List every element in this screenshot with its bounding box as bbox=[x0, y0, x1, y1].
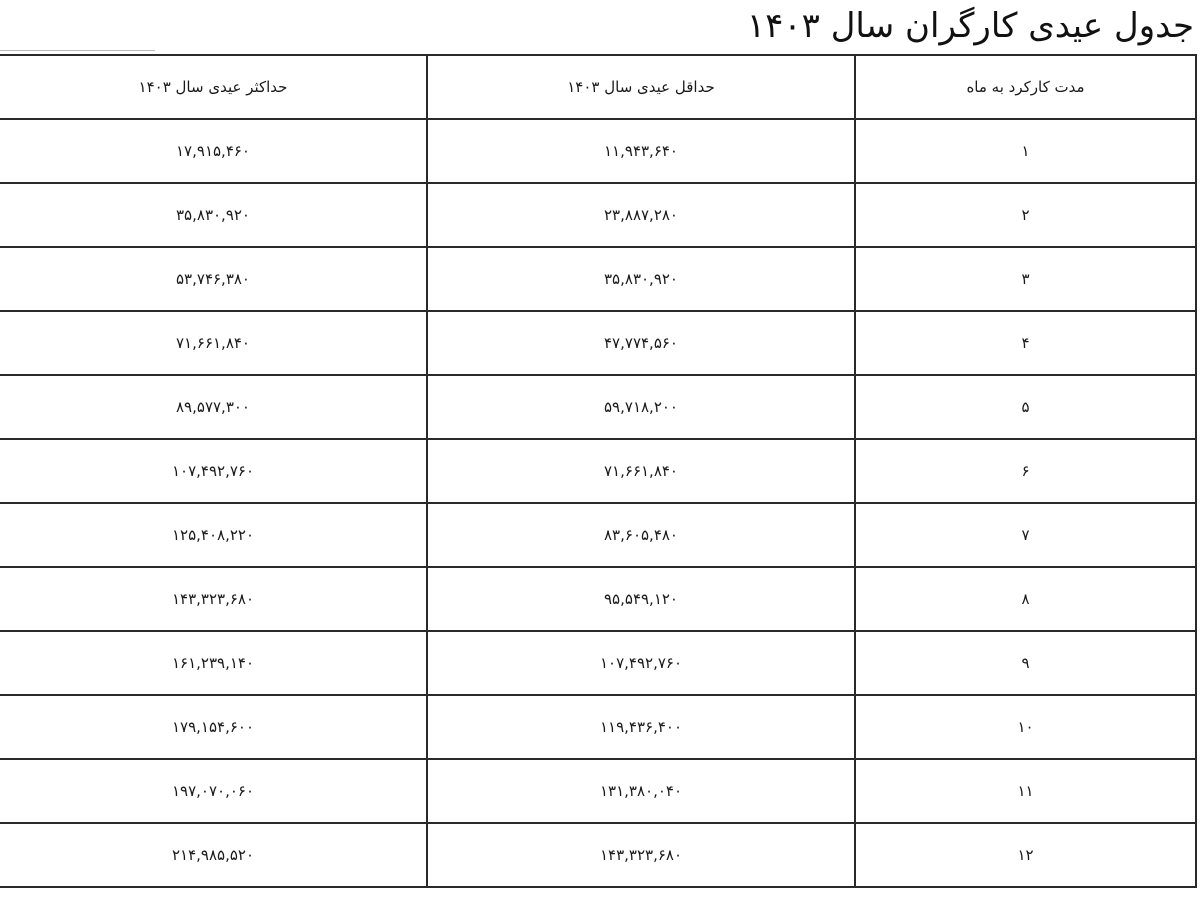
cell-max-bonus: ۱۷,۹۱۵,۴۶۰ bbox=[0, 119, 427, 183]
header-months-worked: مدت کارکرد به ماه bbox=[855, 55, 1196, 119]
table-row bbox=[0, 183, 1196, 247]
cell-min-bonus: ۸۳,۶۰۵,۴۸۰ bbox=[427, 503, 855, 567]
bonus-table bbox=[0, 54, 1197, 888]
cell-max-bonus: ۳۵,۸۳۰,۹۲۰ bbox=[0, 183, 427, 247]
cell-min-bonus: ۱۴۳,۳۲۳,۶۸۰ bbox=[427, 823, 855, 887]
header-max-bonus: حداکثر عیدی سال ۱۴۰۳ bbox=[0, 55, 427, 119]
cell-min-bonus: ۱۰۷,۴۹۲,۷۶۰ bbox=[427, 631, 855, 695]
cell-min-bonus: ۵۹,۷۱۸,۲۰۰ bbox=[427, 375, 855, 439]
cell-months: ۵ bbox=[855, 375, 1196, 439]
cell-months: ۴ bbox=[855, 311, 1196, 375]
cell-months: ۱۲ bbox=[855, 823, 1196, 887]
table-row bbox=[0, 439, 1196, 503]
table-header-row bbox=[0, 55, 1196, 119]
table-row bbox=[0, 119, 1196, 183]
cell-months: ۷ bbox=[855, 503, 1196, 567]
cell-max-bonus: ۱۴۳,۳۲۳,۶۸۰ bbox=[0, 567, 427, 631]
table-row bbox=[0, 759, 1196, 823]
cell-months: ۱۱ bbox=[855, 759, 1196, 823]
cell-min-bonus: ۱۱,۹۴۳,۶۴۰ bbox=[427, 119, 855, 183]
table-row bbox=[0, 375, 1196, 439]
table-row bbox=[0, 695, 1196, 759]
cell-months: ۱۰ bbox=[855, 695, 1196, 759]
cell-max-bonus: ۱۰۷,۴۹۲,۷۶۰ bbox=[0, 439, 427, 503]
cell-months: ۶ bbox=[855, 439, 1196, 503]
table-row bbox=[0, 247, 1196, 311]
cell-max-bonus: ۸۹,۵۷۷,۳۰۰ bbox=[0, 375, 427, 439]
cell-min-bonus: ۳۵,۸۳۰,۹۲۰ bbox=[427, 247, 855, 311]
cell-min-bonus: ۱۳۱,۳۸۰,۰۴۰ bbox=[427, 759, 855, 823]
cell-months: ۸ bbox=[855, 567, 1196, 631]
cell-max-bonus: ۱۷۹,۱۵۴,۶۰۰ bbox=[0, 695, 427, 759]
cell-min-bonus: ۲۳,۸۸۷,۲۸۰ bbox=[427, 183, 855, 247]
title-divider bbox=[0, 50, 155, 51]
cell-max-bonus: ۷۱,۶۶۱,۸۴۰ bbox=[0, 311, 427, 375]
page-title: جدول عیدی کارگران سال ۱۴۰۳ bbox=[746, 6, 1194, 46]
cell-max-bonus: ۱۶۱,۲۳۹,۱۴۰ bbox=[0, 631, 427, 695]
cell-min-bonus: ۹۵,۵۴۹,۱۲۰ bbox=[427, 567, 855, 631]
table-row bbox=[0, 311, 1196, 375]
table-row bbox=[0, 567, 1196, 631]
cell-min-bonus: ۷۱,۶۶۱,۸۴۰ bbox=[427, 439, 855, 503]
table-row bbox=[0, 823, 1196, 887]
cell-months: ۳ bbox=[855, 247, 1196, 311]
cell-max-bonus: ۲۱۴,۹۸۵,۵۲۰ bbox=[0, 823, 427, 887]
table-row bbox=[0, 503, 1196, 567]
table-row bbox=[0, 631, 1196, 695]
cell-max-bonus: ۱۹۷,۰۷۰,۰۶۰ bbox=[0, 759, 427, 823]
cell-months: ۱ bbox=[855, 119, 1196, 183]
cell-months: ۹ bbox=[855, 631, 1196, 695]
cell-min-bonus: ۱۱۹,۴۳۶,۴۰۰ bbox=[427, 695, 855, 759]
cell-max-bonus: ۱۲۵,۴۰۸,۲۲۰ bbox=[0, 503, 427, 567]
cell-min-bonus: ۴۷,۷۷۴,۵۶۰ bbox=[427, 311, 855, 375]
cell-months: ۲ bbox=[855, 183, 1196, 247]
cell-max-bonus: ۵۳,۷۴۶,۳۸۰ bbox=[0, 247, 427, 311]
header-min-bonus: حداقل عیدی سال ۱۴۰۳ bbox=[427, 55, 855, 119]
